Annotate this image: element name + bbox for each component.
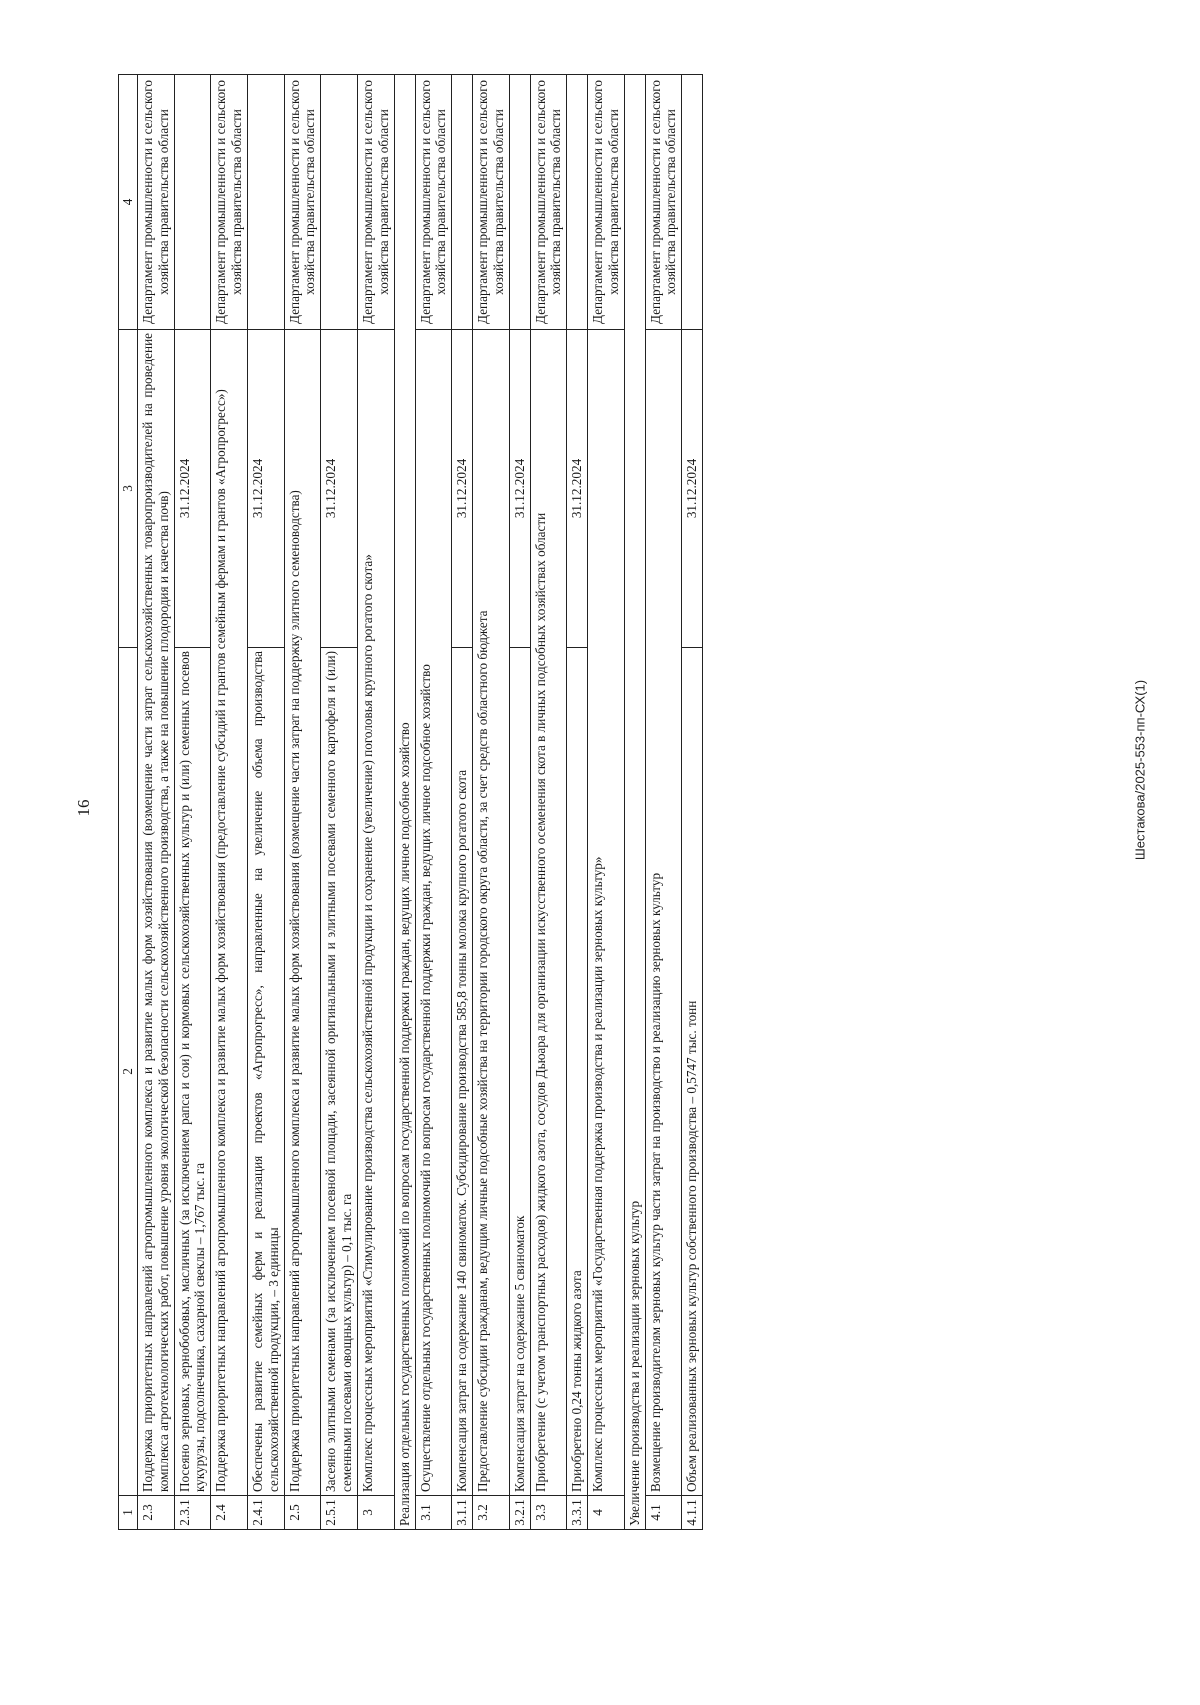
measures-table: [118, 74, 703, 1530]
table-row: [137, 75, 174, 1530]
responsible-department: [682, 75, 703, 330]
table-row: [682, 75, 703, 1530]
row-number: 3.2.1: [509, 1496, 530, 1530]
row-number: 3.1.1: [452, 1496, 473, 1530]
header-col-4: 4: [119, 75, 138, 330]
result-text: Компенсация затрат на содержание 140 свиноматок. Субсидирование производства 585,8 тонны молока крупного рогатого скота: [452, 648, 473, 1496]
header-col-3: 3: [119, 330, 138, 648]
section-row: [624, 75, 645, 1530]
measure-text: Комплекс процессных мероприятий «Государственная поддержка производства и реализации зерновых культур»: [588, 330, 625, 1496]
header-col-1: 1: [119, 1496, 138, 1530]
row-number: 3.3.1: [567, 1496, 588, 1530]
due-date: 31.12.2024: [247, 330, 284, 648]
table-row: [645, 75, 682, 1530]
responsible-department: [509, 75, 530, 330]
table-row: [284, 75, 321, 1530]
measure-text: Комплекс процессных мероприятий «Стимулирование производства сельскохозяйственной продукции и сохранение (увеличение) поголовья крупного рогатого скота»: [357, 330, 394, 1496]
page-number: 16: [74, 799, 93, 817]
measure-text: Возмещение производителям зерновых культур части затрат на производство и реализацию зерновых культур: [645, 330, 682, 1496]
responsible-department: Департамент промышленности и сельского хозяйства правительства области: [473, 75, 510, 330]
footer: [1120, 120, 1160, 1420]
result-text: Обеспечены развитие семейных ферм и реализация проектов «Агропрогресс», направленные на увеличение объема производства сельскохозяйственной продукции, – 3 единицы: [247, 648, 284, 1496]
due-date: 31.12.2024: [321, 330, 358, 648]
responsible-department: Департамент промышленности и сельского хозяйства правительства области: [137, 75, 174, 330]
responsible-department: Департамент промышленности и сельского хозяйства правительства области: [588, 75, 625, 330]
row-number: 2.4: [211, 1496, 248, 1530]
table-row: [415, 75, 452, 1530]
measure-text: Осуществление отдельных государственных полномочий по вопросам государственной поддержки граждан, ведущих личное подсобное хозяйство: [415, 330, 452, 1496]
table-row: [247, 75, 284, 1530]
result-text: Засеяно элитными семенами (за исключением посевной площади, засеянной оригинальными и элитными посевами семенного картофеля и (или) семенными посевами овощных культур) – 0,1 тыс. га: [321, 648, 358, 1496]
table-row: [530, 75, 567, 1530]
responsible-department: [452, 75, 473, 330]
row-number: 2.4.1: [247, 1496, 284, 1530]
measure-text: Приобретение (с учетом транспортных расходов) жидкого азота, сосудов Дьюара для организации искусственного осеменения скота в личных подсобных хозяйствах области: [530, 330, 567, 1496]
responsible-department: Департамент промышленности и сельского хозяйства правительства области: [284, 75, 321, 330]
table-row: [473, 75, 510, 1530]
due-date: 31.12.2024: [567, 330, 588, 648]
measure-text: Поддержка приоритетных направлений агропромышленного комплекса и развитие малых форм хозяйствования (предоставление субсидий и грантов семейным фермам и грантов «Агропрогресс»): [211, 330, 248, 1496]
table-row: [174, 75, 211, 1530]
responsible-department: [567, 75, 588, 330]
table-container: [118, 75, 703, 1530]
table-row: [357, 75, 394, 1530]
row-number: 3.2: [473, 1496, 510, 1530]
row-number: 3.3: [530, 1496, 567, 1530]
responsible-department: Департамент промышленности и сельского хозяйства правительства области: [357, 75, 394, 330]
table-row: [452, 75, 473, 1530]
measure-text: Поддержка приоритетных направлений агропромышленного комплекса и развитие малых форм хозяйствования (возмещение части затрат на поддержку элитного семеноводства): [284, 330, 321, 1496]
table-row: [509, 75, 530, 1530]
row-number: 3: [357, 1496, 394, 1530]
section-row: [394, 75, 415, 1530]
section-title: Увеличение производства и реализации зерновых культур: [624, 75, 645, 1530]
responsible-department: [247, 75, 284, 330]
result-text: Объем реализованных зерновых культур собственного производства – 0,5747 тыс. тонн: [682, 648, 703, 1496]
measure-text: Предоставление субсидии гражданам, ведущим личные подсобные хозяйства на территории городского округа области, за счет средств областного бюджета: [473, 330, 510, 1496]
result-text: Посеяно зерновых, зернобобовых, масличных (за исключением рапса и сои) и кормовых сельскохозяйственных культур и (или) семенных посевов кукурузы, подсолнечника, сахарной свеклы – 1,767 тыс. га: [174, 648, 211, 1496]
responsible-department: Департамент промышленности и сельского хозяйства правительства области: [415, 75, 452, 330]
row-number: 2.5.1: [321, 1496, 358, 1530]
table-body: [137, 75, 702, 1530]
responsible-department: Департамент промышленности и сельского хозяйства правительства области: [211, 75, 248, 330]
row-number: 4.1.1: [682, 1496, 703, 1530]
header-col-2: 2: [119, 648, 138, 1496]
row-number: 3.1: [415, 1496, 452, 1530]
header-row: [119, 75, 138, 1530]
row-number: 4.1: [645, 1496, 682, 1530]
due-date: 31.12.2024: [682, 330, 703, 648]
row-number: 4: [588, 1496, 625, 1530]
table-row: [321, 75, 358, 1530]
due-date: 31.12.2024: [509, 330, 530, 648]
row-number: 2.5: [284, 1496, 321, 1530]
responsible-department: [174, 75, 211, 330]
responsible-department: [321, 75, 358, 330]
section-title: Реализация отдельных государственных полномочий по вопросам государственной поддержки граждан, ведущих личное подсобное хозяйство: [394, 75, 415, 1530]
responsible-department: Департамент промышленности и сельского хозяйства правительства области: [645, 75, 682, 330]
result-text: Компенсация затрат на содержание 5 свиноматок: [509, 648, 530, 1496]
table-row: [211, 75, 248, 1530]
footer-code: Шестакова/2025-553-пп-СХ(1): [1132, 679, 1148, 861]
due-date: 31.12.2024: [174, 330, 211, 648]
row-number: 2.3: [137, 1496, 174, 1530]
due-date: 31.12.2024: [452, 330, 473, 648]
result-text: Приобретено 0,24 тонны жидкого азота: [567, 648, 588, 1496]
table-row: [567, 75, 588, 1530]
row-number: 2.3.1: [174, 1496, 211, 1530]
measure-text: Поддержка приоритетных направлений агропромышленного комплекса и развитие малых форм хозяйствования (возмещение части затрат сельскохозяйственных товаропроизводителей на проведение комплекса агротехнологических работ, повышение уровня экологической безопасности сельскохозяйственного производства, а также на повышение плодородия и качества почв): [137, 330, 174, 1496]
responsible-department: Департамент промышленности и сельского хозяйства правительства области: [530, 75, 567, 330]
table-row: [588, 75, 625, 1530]
